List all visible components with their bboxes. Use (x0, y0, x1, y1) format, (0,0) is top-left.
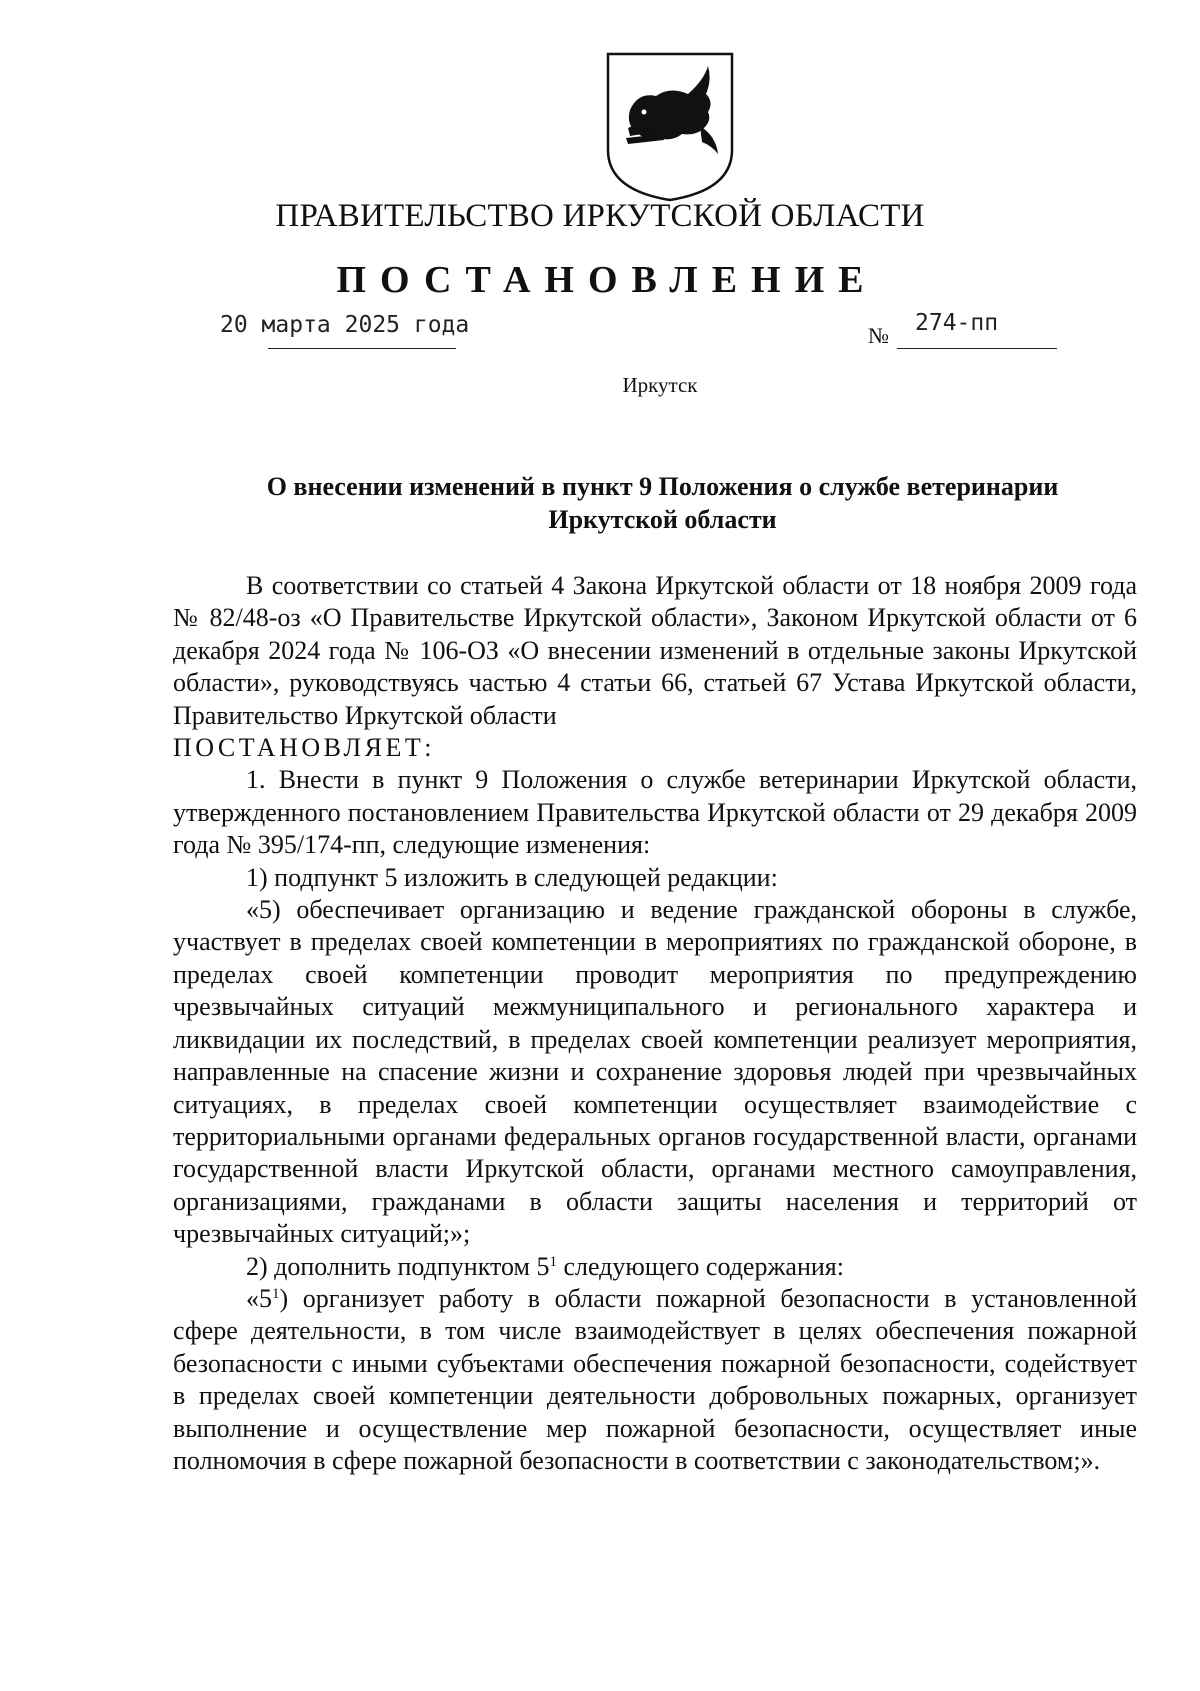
subitem-2-body: ) организует работу в области пожарной безопасности в установленной сфере деятельности, в том числе взаимодействует в целях обеспечения пожарной безопасности с иными субъектами обеспечения пожарной безопасности, содействует в пределах своей компетенции деятельности добровольных пожарных, организует выполнение и осуществление мер пожарной безопасности, осуществляет иные полномочия в сфере пожарной безопасности в соответствии с законодательством;». (173, 1283, 1137, 1475)
subitem-1-paragraph: 1) подпункт 5 изложить в следующей редакции: (246, 862, 778, 892)
preamble-paragraph: В соответствии со статьей 4 Закона Иркутской области от 18 ноября 2009 года № 82/48-оз «О Правительстве Иркутской области», Законом Иркутской области от 6 декабря 2024 года № 106-ОЗ «О внесении изменений в отдельные законы Иркутской области», руководствуясь частью 4 статьи 66, статьей 67 Устава Иркутской области, Правительство Иркутской области (173, 571, 1137, 730)
superscript: 1 (272, 1285, 280, 1302)
superscript: 1 (549, 1253, 557, 1270)
number-underline (897, 348, 1057, 349)
subitem-2-open: «5 (246, 1283, 272, 1313)
subitem-2-before: 2) дополнить подпунктом 5 (246, 1251, 550, 1281)
number-sign: № (868, 323, 889, 348)
subitem-2-paragraph (173, 1251, 1137, 1283)
document-date: 20 марта 2025 года (220, 312, 470, 338)
document-number: 274-пп (915, 310, 999, 336)
document-title (170, 470, 1155, 536)
coat-of-arms-icon (600, 50, 740, 203)
document-body (173, 570, 1137, 1477)
item-1-paragraph: 1. Внести в пункт 9 Положения о службе ветеринарии Иркутской области, утвержденного постановлением Правительства Иркутской области от 29 декабря 2009 года № 395/174-пп, следующие изменения: (173, 765, 1137, 860)
organization-name: ПРАВИТЕЛЬСТВО ИРКУТСКОЙ ОБЛАСТИ (275, 198, 925, 234)
title-line-1: О внесении изменений в пункт 9 Положения о службе ветеринарии (266, 472, 1059, 501)
title-line-2: Иркутской области (548, 505, 777, 534)
date-underline (268, 348, 456, 349)
subitem-1-text: «5) обеспечивает организацию и ведение гражданской обороны в службе, участвует в пределах своей компетенции в мероприятиях по гражданской обороне, в пределах своей компетенции проводит мероприятия по предупреждению чрезвычайных ситуаций межмуниципального и регионального характера и ликвидации их последствий, в пределах своей компетенции реализует мероприятия, направленные на спасение жизни и сохранение здоровья людей при чрезвычайных ситуациях, в пределах своей компетенции осуществляет взаимодействие с территориальными органами федеральных органов государственной власти, органами государственной власти Иркутской области, органами местного самоуправления, организациями, гражданами в области защиты населения и территорий от чрезвычайных ситуаций;»; (173, 895, 1137, 1249)
document-type: ПОСТАНОВЛЕНИЕ (336, 259, 878, 301)
resolves-heading: ПОСТАНОВЛЯЕТ: (173, 733, 435, 763)
subitem-2-text (173, 1283, 1137, 1477)
subitem-2-after: следующего содержания: (556, 1251, 844, 1281)
city: Иркутск (622, 373, 698, 397)
